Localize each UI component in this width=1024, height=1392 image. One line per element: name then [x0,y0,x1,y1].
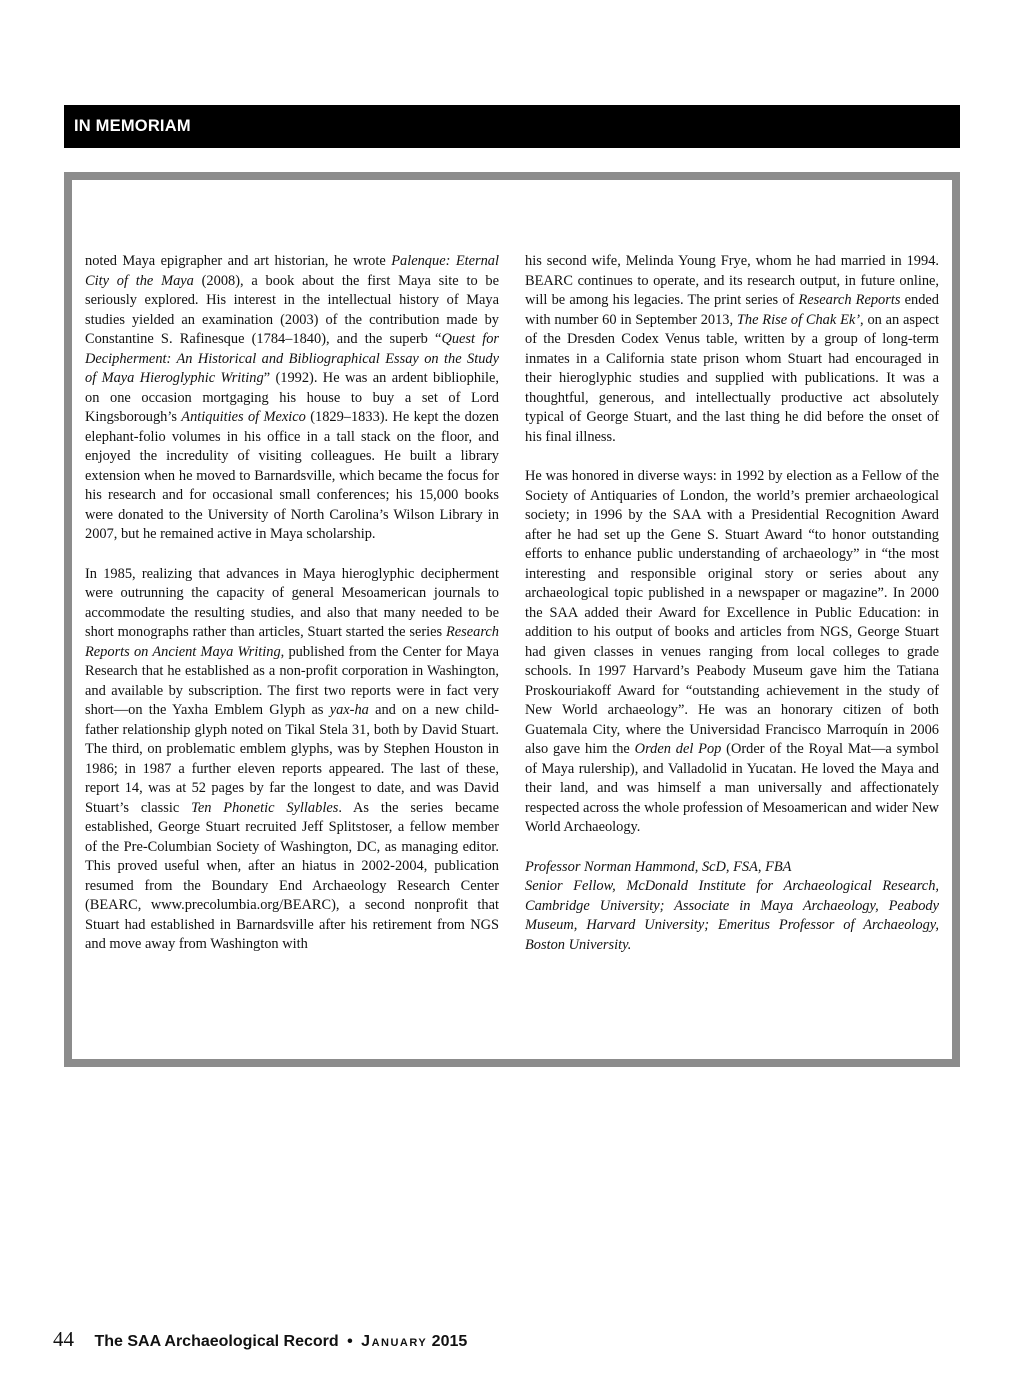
right-paragraph-2: He was honored in diverse ways: in 1992 by election as a Fellow of the Society of Antiquaries of London, the world’s premier archaeological society; in 1996 by the SAA with a Presidential Recognition Award after he had set up the Gene S. Stuart Award “to honor outstanding efforts to enhance public understanding of archaeology” in “the most interesting and responsible original story or series about any archaeological topic published in a newspaper or magazine”. In 2000 the SAA added their Award for Excellence in Public Education: in addition to his output of books and articles from NGS, George Stuart had given classes in venues ranging from local colleges to grade schools. In 1997 Harvard’s Peabody Museum gave him the Tatiana Proskouriakoff Award for “outstanding achievement in the study of New World archaeology”. He was an honorary citizen of both Guatemala City, where the Universidad Francisco Marroquín in 2006 also gave him the Orden del Pop (Order of the Royal Mat—a symbol of Maya rulership), and Valladolid in Yucatan. He loved the Maya and their land, and was himself a man universally and affectionately respected across the whole profession of Mesoamerican and wider New World Archaeology. [525,468,939,835]
left-column [85,252,499,955]
italic-title: Orden del Pop [634,741,722,757]
author-name: Professor Norman Hammond, ScD, FSA, FBA [525,858,792,875]
italic-title: Research Reports on Ancient Maya Writing [85,624,499,660]
italic-title: Quest for Decipherment: An Historical and Bibliographical Essay on the Study of Maya Hieroglyphic Writing [85,331,499,386]
footer-separator: • [347,1333,353,1350]
italic-title: Ten Phonetic Syllables [191,799,339,816]
right-paragraph-1: his second wife, Melinda Young Frye, whom he had married in 1994. BEARC continues to operate, and its research output, in future online, will be among his legacies. The print series of Research Reports ended with number 60 in September 2013, The Rise of Chak Ek’, on an aspect of the Dresden Codex Venus table, written by a group of long-term inmates in a California state prison whom Stuart had encouraged in their hieroglyphic studies and supplied with publications. It was a thoughtful, generous, and intellectually productive act absolutely typical of George Stuart, and the last thing he did before the onset of his final illness. [525,253,939,445]
italic-title: Research Reports [798,292,901,308]
italic-title: yax-ha [329,702,369,718]
issue-month: January [361,1333,428,1350]
author-signature [525,858,939,956]
page-footer [53,1326,467,1356]
italic-title: Palenque: Eternal City of the Maya [85,253,499,289]
page-number: 44 [53,1327,74,1351]
left-paragraph-2: In 1985, realizing that advances in Maya hieroglyphic decipherment were outrunning the capacity of general Mesoamerican journals to accommodate the resulting studies, and also that many needed to be short monographs rather than articles, Stuart started the series Research Reports on Ancient Maya Writing, published from the Center for Maya Research that he established as a non-profit corporation in Washington, and available by subscription. The first two reports were in fact very short—on the Yaxha Emblem Glyph as yax-ha and on a new child-father relationship glyph noted on Tikal Stela 31, both by David Stuart. The third, on problematic emblem glyphs, was by Stephen Houston in 1986; in 1987 a further eleven reports appeared. The last of these, report 14, was at 52 pages by far the longest to date, and was David Stuart’s classic Ten Phonetic Syllables. As the series became established, George Stuart recruited Jeff Splitstoser, a fellow member of the Pre-Columbian Society of Washington, DC, as managing editor. This proved useful when, after an hiatus in 2002-2004, publication resumed from the Boundary End Archaeology Research Center (BEARC, www.precolumbia.org/BEARC), a second nonprofit that Stuart had established in Barnardsville after his retirement from NGS and move away from Washington with [85,565,499,952]
issue-year: 2015 [431,1333,468,1350]
journal-title: The SAA Archaeological Record [94,1333,339,1350]
right-column [525,252,939,955]
author-affiliation: Senior Fellow, McDonald Institute for Archaeological Research, Cambridge University; Associate in Maya Archaeology, Peabody Museum, Harvard University; Emeritus Professor of Archaeology, Boston University. [525,878,939,953]
italic-title: The Rise of Chak Ek’ [736,311,861,328]
section-header [64,105,960,148]
section-header-label: IN MEMORIAM [74,117,191,135]
left-paragraph-1: noted Maya epigrapher and art historian, he wrote Palenque: Eternal City of the Maya (2008), a book about the first Maya site to be seriously explored. His interest in the intellectual history of Maya studies yielded an examination (2003) of the contribution made by Constantine S. Rafinesque (1784–1840), and the superb “Quest for Decipherment: An Historical and Bibliographical Essay on the Study of Maya Hieroglyphic Writing” (1992). He was an ardent bibliophile, on one occasion mortgaging his house to buy a set of Lord Kingsborough’s Antiquities of Mexico (1829–1833). He kept the dozen elephant-folio volumes in his office in a tall stack on the floor, and enjoyed the incredulity of visiting colleagues. He built a library extension when he moved to Barnardsville, which became the focus for his research and for occasional small conferences; his 15,000 books were donated to the University of North Carolina’s Wilson Library in 2007, but he remained active in Maya scholarship. [85,253,500,542]
italic-title: Antiquities of Mexico [181,409,306,425]
